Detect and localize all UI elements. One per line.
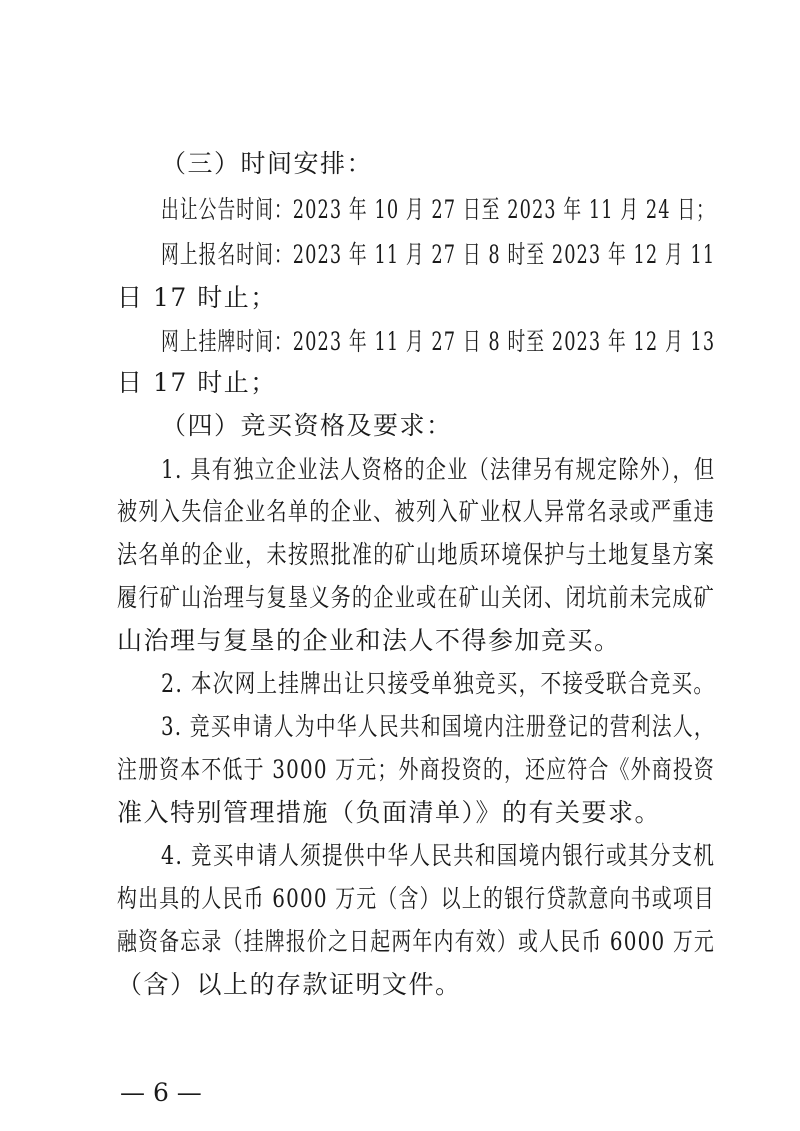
section-heading-schedule: （三）时间安排：	[161, 149, 374, 178]
paragraph-line: 网上报名时间：2023 年 11 月 27 日 8 时至 2023 年 12 月 11	[161, 240, 716, 269]
paragraph-line: 4. 竞买申请人须提供中华人民共和国境内银行或其分支机	[161, 841, 716, 870]
paragraph-line: 1. 具有独立企业法人资格的企业（法律另有规定除外），但	[161, 455, 716, 484]
paragraph-line: 构出具的人民币 6000 万元（含）以上的银行贷款意向书或项目	[117, 884, 716, 913]
paragraph-line: 3. 竞买申请人为中华人民共和国境内注册登记的营利法人，	[161, 712, 715, 741]
paragraph-line: 履行矿山治理与复垦义务的企业或在矿山关闭、闭坑前未完成矿	[117, 583, 715, 612]
section-heading-qualifications: （四）竞买资格及要求：	[161, 411, 453, 440]
paragraph-line: 日 17 时止；	[117, 368, 277, 397]
paragraph-line: 2. 本次网上挂牌出让只接受单独竞买，不接受联合竞买。	[161, 669, 716, 698]
paragraph-line: 注册资本不低于 3000 万元；外商投资的，还应符合《外商投资	[117, 755, 716, 784]
paragraph-line: 法名单的企业，未按照批准的矿山地质环境保护与土地复垦方案	[117, 540, 715, 569]
paragraph-line: 出让公告时间：2023 年 10 月 27 日至 2023 年 11 月 24 日；	[161, 195, 715, 224]
paragraph-line: 网上挂牌时间：2023 年 11 月 27 日 8 时至 2023 年 12 月 13	[161, 327, 716, 356]
paragraph-line: 准入特别管理措施（负面清单）》的有关要求。	[117, 798, 662, 827]
paragraph-line: 被列入失信企业名单的企业、被列入矿业权人异常名录或严重违	[117, 497, 715, 526]
paragraph-line: 融资备忘录（挂牌报价之日起两年内有效）或人民币 6000 万元	[117, 927, 716, 956]
paragraph-line: （含）以上的存款证明文件。	[117, 970, 462, 999]
paragraph-line: 山治理与复垦的企业和法人不得参加竞买。	[117, 626, 621, 655]
paragraph-line: 日 17 时止；	[117, 283, 277, 312]
page-number: — 6 —	[120, 1078, 202, 1107]
